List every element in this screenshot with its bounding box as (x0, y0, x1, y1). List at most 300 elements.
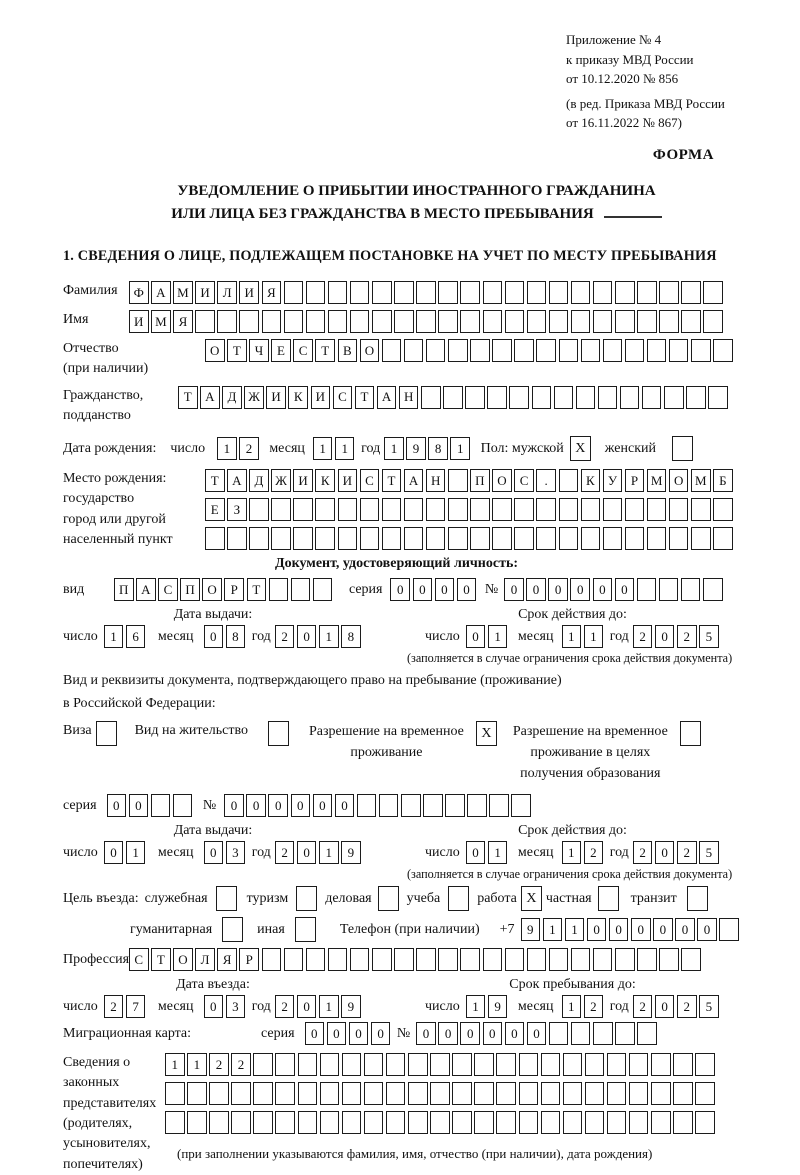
char-cell[interactable]: 6 (126, 625, 146, 648)
char-cell[interactable] (320, 1082, 340, 1105)
char-cell[interactable]: И (129, 310, 149, 333)
char-cell[interactable]: 2 (633, 841, 653, 864)
char-cell[interactable]: 9 (341, 995, 361, 1018)
char-cell[interactable] (483, 310, 503, 333)
char-cell[interactable]: 1 (217, 437, 237, 460)
char-cell[interactable] (372, 948, 392, 971)
char-cell[interactable]: 1 (384, 437, 404, 460)
char-cell[interactable]: 1 (187, 1053, 207, 1076)
char-cell[interactable] (284, 310, 304, 333)
char-cell[interactable]: Е (271, 339, 291, 362)
char-cell[interactable] (448, 498, 468, 521)
char-cell[interactable] (691, 498, 711, 521)
char-cell[interactable] (313, 578, 333, 601)
char-cell[interactable]: 0 (504, 578, 524, 601)
char-cell[interactable] (382, 339, 402, 362)
char-cell[interactable]: 2 (677, 995, 697, 1018)
char-cell[interactable]: З (227, 498, 247, 521)
char-cell[interactable] (603, 498, 623, 521)
char-cell[interactable] (350, 281, 370, 304)
char-cell[interactable] (271, 498, 291, 521)
char-cell[interactable] (669, 527, 689, 550)
purpose-study-checkbox[interactable] (448, 886, 469, 911)
char-cell[interactable] (647, 339, 667, 362)
char-cell[interactable] (306, 948, 326, 971)
char-cell[interactable] (637, 281, 657, 304)
char-cell[interactable]: Д (249, 469, 269, 492)
char-cell[interactable] (673, 1053, 693, 1076)
char-cell[interactable] (607, 1082, 627, 1105)
char-cell[interactable] (249, 498, 269, 521)
char-cell[interactable]: Ч (249, 339, 269, 362)
char-cell[interactable]: 0 (204, 841, 224, 864)
char-cell[interactable] (342, 1082, 362, 1105)
char-cell[interactable] (505, 948, 525, 971)
char-cell[interactable] (187, 1111, 207, 1134)
char-cell[interactable]: 1 (126, 841, 146, 864)
char-cell[interactable] (394, 948, 414, 971)
char-cell[interactable] (187, 1082, 207, 1105)
char-cell[interactable] (430, 1111, 450, 1134)
char-cell[interactable] (423, 794, 443, 817)
char-cell[interactable] (382, 527, 402, 550)
char-cell[interactable]: 1 (562, 995, 582, 1018)
char-cell[interactable]: А (136, 578, 156, 601)
char-cell[interactable]: 2 (584, 995, 604, 1018)
char-cell[interactable]: А (151, 281, 171, 304)
char-cell[interactable] (703, 310, 723, 333)
char-cell[interactable] (408, 1111, 428, 1134)
char-cell[interactable] (416, 281, 436, 304)
char-cell[interactable]: 0 (268, 794, 288, 817)
char-cell[interactable]: 0 (104, 841, 124, 864)
char-cell[interactable] (338, 498, 358, 521)
char-cell[interactable]: П (180, 578, 200, 601)
char-cell[interactable]: А (227, 469, 247, 492)
char-cell[interactable] (404, 339, 424, 362)
char-cell[interactable] (474, 1082, 494, 1105)
char-cell[interactable]: 0 (297, 995, 317, 1018)
char-cell[interactable] (691, 339, 711, 362)
char-cell[interactable] (470, 339, 490, 362)
char-cell[interactable] (607, 1111, 627, 1134)
char-cell[interactable] (659, 948, 679, 971)
char-cell[interactable]: С (360, 469, 380, 492)
char-cell[interactable] (404, 527, 424, 550)
char-cell[interactable] (505, 281, 525, 304)
char-cell[interactable]: 1 (319, 841, 339, 864)
char-cell[interactable] (563, 1111, 583, 1134)
char-cell[interactable] (293, 527, 313, 550)
char-cell[interactable]: Ж (271, 469, 291, 492)
char-cell[interactable]: 2 (584, 841, 604, 864)
char-cell[interactable]: М (647, 469, 667, 492)
char-cell[interactable] (364, 1082, 384, 1105)
char-cell[interactable] (487, 386, 507, 409)
char-cell[interactable]: 2 (209, 1053, 229, 1076)
char-cell[interactable] (275, 1082, 295, 1105)
char-cell[interactable] (620, 386, 640, 409)
char-cell[interactable] (470, 498, 490, 521)
char-cell[interactable] (364, 1053, 384, 1076)
char-cell[interactable]: Ж (244, 386, 264, 409)
char-cell[interactable] (262, 948, 282, 971)
char-cell[interactable] (593, 310, 613, 333)
edu-residence-checkbox[interactable] (680, 721, 701, 746)
char-cell[interactable]: 0 (655, 625, 675, 648)
char-cell[interactable] (320, 1053, 340, 1076)
char-cell[interactable]: 0 (697, 918, 717, 941)
char-cell[interactable] (695, 1082, 715, 1105)
char-cell[interactable] (713, 339, 733, 362)
char-cell[interactable] (426, 527, 446, 550)
char-cell[interactable] (659, 310, 679, 333)
char-cell[interactable]: Я (217, 948, 237, 971)
char-cell[interactable]: С (293, 339, 313, 362)
char-cell[interactable] (686, 386, 706, 409)
char-cell[interactable]: Т (227, 339, 247, 362)
char-cell[interactable]: 0 (526, 578, 546, 601)
char-cell[interactable] (151, 794, 171, 817)
char-cell[interactable]: 0 (349, 1022, 369, 1045)
char-cell[interactable]: Я (173, 310, 193, 333)
char-cell[interactable] (460, 310, 480, 333)
char-cell[interactable] (408, 1053, 428, 1076)
char-cell[interactable]: О (205, 339, 225, 362)
char-cell[interactable]: С (333, 386, 353, 409)
char-cell[interactable] (691, 527, 711, 550)
char-cell[interactable] (629, 1053, 649, 1076)
char-cell[interactable]: 7 (126, 995, 146, 1018)
char-cell[interactable]: Н (399, 386, 419, 409)
char-cell[interactable] (239, 310, 259, 333)
char-cell[interactable] (581, 527, 601, 550)
char-cell[interactable] (527, 948, 547, 971)
char-cell[interactable] (328, 281, 348, 304)
char-cell[interactable] (514, 527, 534, 550)
char-cell[interactable]: 0 (675, 918, 695, 941)
char-cell[interactable]: 0 (483, 1022, 503, 1045)
char-cell[interactable]: И (239, 281, 259, 304)
char-cell[interactable]: 0 (129, 794, 149, 817)
char-cell[interactable] (549, 1022, 569, 1045)
char-cell[interactable]: . (536, 469, 556, 492)
char-cell[interactable]: 5 (699, 841, 719, 864)
char-cell[interactable] (372, 281, 392, 304)
char-cell[interactable] (615, 1022, 635, 1045)
char-cell[interactable] (585, 1111, 605, 1134)
char-cell[interactable]: 0 (570, 578, 590, 601)
char-cell[interactable] (637, 310, 657, 333)
char-cell[interactable] (342, 1053, 362, 1076)
char-cell[interactable]: 5 (699, 995, 719, 1018)
char-cell[interactable]: 0 (297, 625, 317, 648)
char-cell[interactable]: 0 (438, 1022, 458, 1045)
char-cell[interactable] (165, 1111, 185, 1134)
char-cell[interactable] (474, 1053, 494, 1076)
char-cell[interactable]: В (338, 339, 358, 362)
char-cell[interactable]: 0 (204, 995, 224, 1018)
char-cell[interactable] (249, 527, 269, 550)
char-cell[interactable] (642, 386, 662, 409)
char-cell[interactable] (421, 386, 441, 409)
char-cell[interactable] (511, 794, 531, 817)
char-cell[interactable] (713, 498, 733, 521)
char-cell[interactable] (615, 281, 635, 304)
char-cell[interactable]: Т (382, 469, 402, 492)
char-cell[interactable]: Ф (129, 281, 149, 304)
char-cell[interactable] (315, 527, 335, 550)
char-cell[interactable]: 1 (466, 995, 486, 1018)
char-cell[interactable]: 0 (313, 794, 333, 817)
char-cell[interactable] (603, 339, 623, 362)
purpose-transit-checkbox[interactable] (687, 886, 708, 911)
char-cell[interactable] (625, 339, 645, 362)
char-cell[interactable]: Т (247, 578, 267, 601)
char-cell[interactable]: 1 (488, 625, 508, 648)
char-cell[interactable] (350, 310, 370, 333)
char-cell[interactable] (364, 1111, 384, 1134)
char-cell[interactable]: 1 (562, 625, 582, 648)
char-cell[interactable]: Л (195, 948, 215, 971)
visa-checkbox[interactable] (96, 721, 117, 746)
char-cell[interactable] (637, 1022, 657, 1045)
char-cell[interactable] (231, 1082, 251, 1105)
char-cell[interactable]: К (288, 386, 308, 409)
char-cell[interactable] (509, 386, 529, 409)
char-cell[interactable]: М (151, 310, 171, 333)
char-cell[interactable] (291, 578, 311, 601)
char-cell[interactable]: 2 (104, 995, 124, 1018)
char-cell[interactable] (492, 527, 512, 550)
char-cell[interactable]: 1 (319, 625, 339, 648)
char-cell[interactable]: С (158, 578, 178, 601)
char-cell[interactable]: 0 (371, 1022, 391, 1045)
char-cell[interactable] (342, 1111, 362, 1134)
char-cell[interactable]: 1 (488, 841, 508, 864)
purpose-work-checkbox[interactable]: X (521, 886, 542, 911)
char-cell[interactable] (637, 578, 657, 601)
char-cell[interactable]: 0 (548, 578, 568, 601)
char-cell[interactable] (514, 339, 534, 362)
char-cell[interactable] (681, 578, 701, 601)
char-cell[interactable] (673, 1082, 693, 1105)
char-cell[interactable] (448, 339, 468, 362)
char-cell[interactable]: 0 (631, 918, 651, 941)
char-cell[interactable] (541, 1111, 561, 1134)
char-cell[interactable]: 8 (428, 437, 448, 460)
char-cell[interactable]: 1 (319, 995, 339, 1018)
char-cell[interactable] (253, 1053, 273, 1076)
char-cell[interactable] (401, 794, 421, 817)
char-cell[interactable] (532, 386, 552, 409)
char-cell[interactable]: 9 (406, 437, 426, 460)
char-cell[interactable] (328, 310, 348, 333)
temp-residence-checkbox[interactable]: X (476, 721, 497, 746)
char-cell[interactable]: 1 (165, 1053, 185, 1076)
char-cell[interactable]: 2 (677, 841, 697, 864)
char-cell[interactable] (209, 1082, 229, 1105)
char-cell[interactable] (227, 527, 247, 550)
char-cell[interactable] (284, 948, 304, 971)
char-cell[interactable] (173, 794, 193, 817)
char-cell[interactable]: 0 (297, 841, 317, 864)
char-cell[interactable]: 2 (239, 437, 259, 460)
char-cell[interactable] (394, 281, 414, 304)
char-cell[interactable] (607, 1053, 627, 1076)
char-cell[interactable] (408, 1082, 428, 1105)
char-cell[interactable] (496, 1053, 516, 1076)
char-cell[interactable] (496, 1111, 516, 1134)
char-cell[interactable] (298, 1082, 318, 1105)
char-cell[interactable] (360, 527, 380, 550)
char-cell[interactable] (559, 339, 579, 362)
char-cell[interactable]: 0 (653, 918, 673, 941)
char-cell[interactable] (615, 948, 635, 971)
char-cell[interactable]: 0 (107, 794, 127, 817)
char-cell[interactable] (554, 386, 574, 409)
char-cell[interactable]: 0 (327, 1022, 347, 1045)
char-cell[interactable] (350, 948, 370, 971)
char-cell[interactable]: Л (217, 281, 237, 304)
char-cell[interactable] (719, 918, 739, 941)
char-cell[interactable] (659, 578, 679, 601)
char-cell[interactable]: Я (262, 281, 282, 304)
char-cell[interactable] (541, 1053, 561, 1076)
char-cell[interactable]: 0 (466, 841, 486, 864)
purpose-official-checkbox[interactable] (216, 886, 237, 911)
char-cell[interactable]: У (603, 469, 623, 492)
char-cell[interactable] (253, 1111, 273, 1134)
char-cell[interactable]: 3 (226, 841, 246, 864)
char-cell[interactable] (443, 386, 463, 409)
char-cell[interactable] (559, 498, 579, 521)
char-cell[interactable] (298, 1053, 318, 1076)
char-cell[interactable]: Н (426, 469, 446, 492)
char-cell[interactable] (438, 948, 458, 971)
char-cell[interactable] (581, 339, 601, 362)
char-cell[interactable] (430, 1053, 450, 1076)
char-cell[interactable]: 0 (204, 625, 224, 648)
char-cell[interactable]: 2 (633, 995, 653, 1018)
char-cell[interactable]: И (195, 281, 215, 304)
char-cell[interactable] (467, 794, 487, 817)
char-cell[interactable] (372, 310, 392, 333)
char-cell[interactable]: 0 (505, 1022, 525, 1045)
char-cell[interactable] (217, 310, 237, 333)
char-cell[interactable]: 1 (543, 918, 563, 941)
char-cell[interactable] (519, 1111, 539, 1134)
char-cell[interactable] (703, 578, 723, 601)
char-cell[interactable]: И (311, 386, 331, 409)
char-cell[interactable] (563, 1082, 583, 1105)
char-cell[interactable]: 9 (521, 918, 541, 941)
char-cell[interactable] (386, 1053, 406, 1076)
char-cell[interactable] (681, 281, 701, 304)
char-cell[interactable] (559, 527, 579, 550)
char-cell[interactable] (496, 1082, 516, 1105)
char-cell[interactable] (519, 1053, 539, 1076)
char-cell[interactable] (430, 1082, 450, 1105)
char-cell[interactable] (585, 1053, 605, 1076)
char-cell[interactable] (483, 948, 503, 971)
char-cell[interactable]: Т (315, 339, 335, 362)
char-cell[interactable] (713, 527, 733, 550)
char-cell[interactable] (651, 1082, 671, 1105)
char-cell[interactable] (306, 281, 326, 304)
char-cell[interactable] (328, 948, 348, 971)
char-cell[interactable]: 9 (341, 841, 361, 864)
char-cell[interactable]: Т (355, 386, 375, 409)
char-cell[interactable] (703, 281, 723, 304)
char-cell[interactable] (603, 527, 623, 550)
char-cell[interactable] (416, 948, 436, 971)
char-cell[interactable]: 0 (291, 794, 311, 817)
char-cell[interactable]: 0 (587, 918, 607, 941)
char-cell[interactable]: О (669, 469, 689, 492)
char-cell[interactable] (416, 310, 436, 333)
char-cell[interactable] (541, 1082, 561, 1105)
sex-male-checkbox[interactable]: X (570, 436, 591, 461)
char-cell[interactable]: Р (625, 469, 645, 492)
char-cell[interactable] (659, 281, 679, 304)
char-cell[interactable] (625, 527, 645, 550)
char-cell[interactable] (298, 1111, 318, 1134)
purpose-private-checkbox[interactable] (598, 886, 619, 911)
char-cell[interactable]: Т (178, 386, 198, 409)
char-cell[interactable]: 5 (699, 625, 719, 648)
char-cell[interactable] (382, 498, 402, 521)
char-cell[interactable] (262, 310, 282, 333)
char-cell[interactable] (681, 948, 701, 971)
char-cell[interactable] (460, 281, 480, 304)
char-cell[interactable] (445, 794, 465, 817)
char-cell[interactable] (474, 1111, 494, 1134)
char-cell[interactable] (465, 386, 485, 409)
char-cell[interactable]: Р (224, 578, 244, 601)
char-cell[interactable]: 0 (416, 1022, 436, 1045)
char-cell[interactable]: 1 (562, 841, 582, 864)
char-cell[interactable]: 2 (633, 625, 653, 648)
char-cell[interactable] (536, 498, 556, 521)
char-cell[interactable] (492, 339, 512, 362)
char-cell[interactable]: 0 (224, 794, 244, 817)
char-cell[interactable]: С (129, 948, 149, 971)
char-cell[interactable] (637, 948, 657, 971)
char-cell[interactable] (651, 1111, 671, 1134)
char-cell[interactable] (360, 498, 380, 521)
char-cell[interactable] (379, 794, 399, 817)
char-cell[interactable] (271, 527, 291, 550)
char-cell[interactable]: О (492, 469, 512, 492)
char-cell[interactable]: 0 (615, 578, 635, 601)
char-cell[interactable] (306, 310, 326, 333)
char-cell[interactable] (269, 578, 289, 601)
char-cell[interactable] (598, 386, 618, 409)
char-cell[interactable]: С (514, 469, 534, 492)
char-cell[interactable] (549, 948, 569, 971)
char-cell[interactable] (448, 469, 468, 492)
char-cell[interactable] (452, 1111, 472, 1134)
char-cell[interactable]: 8 (341, 625, 361, 648)
char-cell[interactable]: Т (151, 948, 171, 971)
char-cell[interactable] (673, 1111, 693, 1134)
char-cell[interactable]: И (266, 386, 286, 409)
char-cell[interactable]: 9 (488, 995, 508, 1018)
char-cell[interactable] (438, 310, 458, 333)
char-cell[interactable] (563, 1053, 583, 1076)
char-cell[interactable] (519, 1082, 539, 1105)
